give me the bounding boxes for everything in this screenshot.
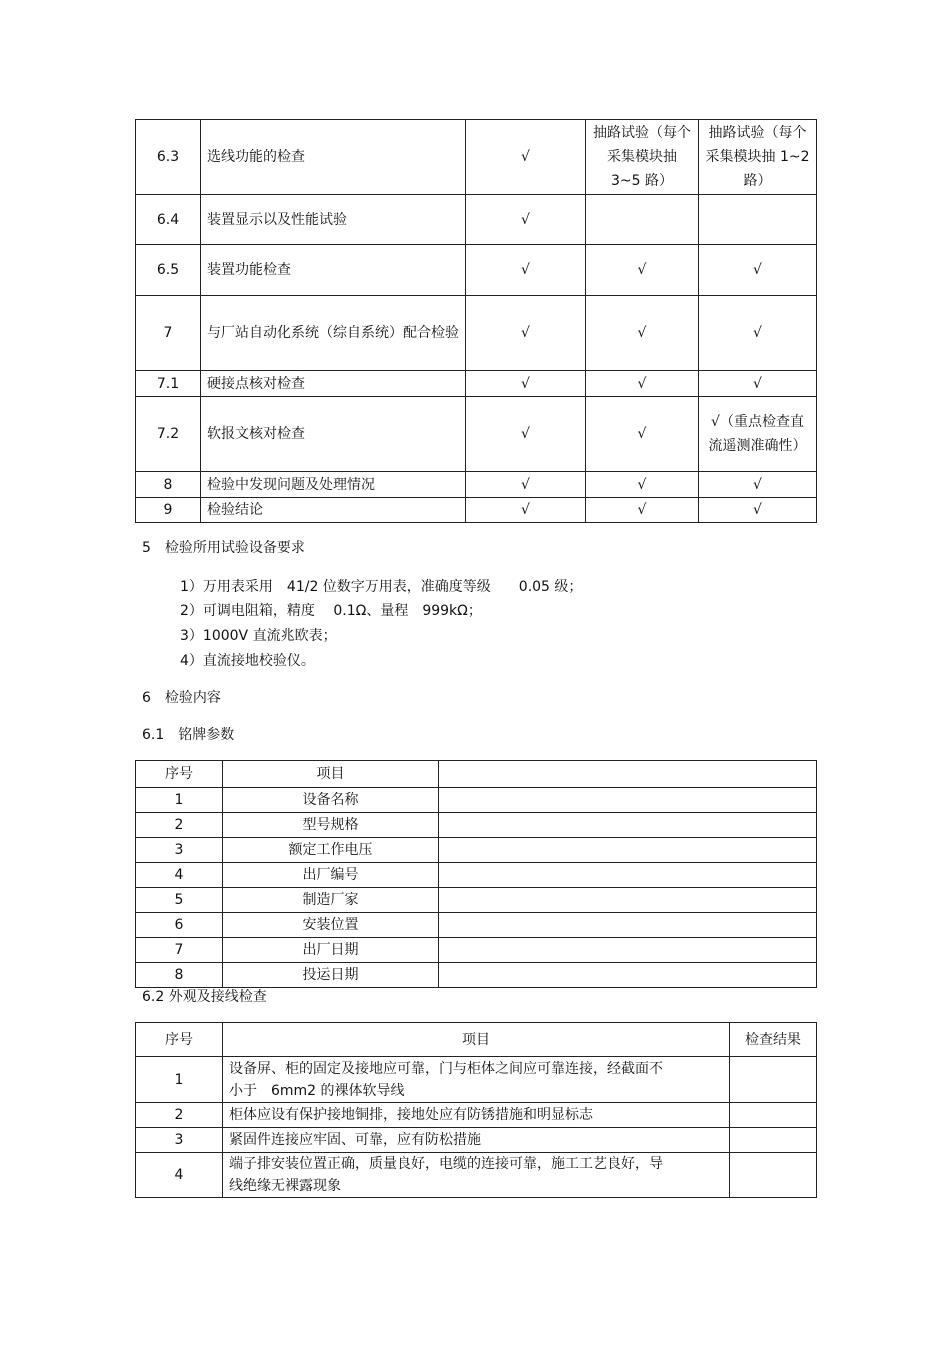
param-name: 投运日期	[223, 963, 439, 988]
column-header-no: 序号	[136, 1023, 223, 1057]
row-number: 4	[136, 1153, 223, 1198]
table-row	[136, 120, 817, 195]
row-number: 6.4	[136, 195, 201, 245]
row-number: 7.1	[136, 371, 201, 397]
check-item: 设备屏、柜的固定及接地应可靠，门与柜体之间应可靠连接，经截面不小于 6mm2 的裸体软导线	[223, 1057, 730, 1103]
table-row	[136, 913, 817, 938]
table-row	[136, 397, 817, 472]
row-number: 7	[136, 296, 201, 371]
check-mark: √	[466, 371, 586, 397]
check-mark: √	[466, 397, 586, 472]
row-number: 3	[136, 1128, 223, 1153]
param-name: 出厂日期	[223, 938, 439, 963]
check-mark: √	[466, 472, 586, 498]
row-number: 6.5	[136, 245, 201, 296]
check-mark: √	[586, 498, 699, 523]
param-value	[439, 813, 817, 838]
table-row	[136, 788, 817, 813]
row-number: 6	[136, 913, 223, 938]
table-header-row	[136, 761, 817, 788]
check-mark	[586, 195, 699, 245]
sampling-note: 抽路试验（每个采集模块抽 1~2 路）	[699, 120, 817, 195]
row-number: 8	[136, 963, 223, 988]
inspection-items-table	[135, 119, 817, 523]
table-row	[136, 813, 817, 838]
check-result	[730, 1153, 817, 1198]
check-mark: √	[466, 245, 586, 296]
equipment-item: 1）万用表采用 41/2 位数字万用表，准确度等级 0.05 级；	[180, 579, 583, 595]
row-number: 5	[136, 888, 223, 913]
section-5-heading: 5 检验所用试验设备要求	[142, 540, 305, 556]
check-mark: √	[699, 498, 817, 523]
param-value	[439, 913, 817, 938]
equipment-item: 3）1000V 直流兆欧表；	[180, 628, 337, 644]
check-mark	[699, 195, 817, 245]
check-mark: √	[586, 296, 699, 371]
param-value	[439, 938, 817, 963]
check-mark: √	[586, 472, 699, 498]
nameplate-table	[135, 760, 817, 988]
column-header-no: 序号	[136, 761, 223, 788]
row-number: 1	[136, 788, 223, 813]
check-result	[730, 1103, 817, 1128]
row-number: 1	[136, 1057, 223, 1103]
section-6-2-heading: 6.2 外观及接线检查	[142, 989, 267, 1005]
column-header-item: 项目	[223, 1023, 730, 1057]
row-number: 3	[136, 838, 223, 863]
check-item: 柜体应设有保护接地铜排，接地处应有防锈措施和明显标志	[223, 1103, 730, 1128]
row-number: 2	[136, 813, 223, 838]
table-row	[136, 938, 817, 963]
param-name: 制造厂家	[223, 888, 439, 913]
item-name: 硬接点核对检查	[201, 371, 466, 397]
check-mark: √	[466, 195, 586, 245]
item-name: 装置功能检查	[201, 245, 466, 296]
table-row	[136, 371, 817, 397]
check-mark: √	[586, 397, 699, 472]
item-name: 检验结论	[201, 498, 466, 523]
param-value	[439, 963, 817, 988]
table-row	[136, 863, 817, 888]
item-name: 选线功能的检查	[201, 120, 466, 195]
row-number: 4	[136, 863, 223, 888]
param-name: 额定工作电压	[223, 838, 439, 863]
table-row	[136, 1153, 817, 1198]
check-mark: √	[466, 120, 586, 195]
check-mark: √	[466, 296, 586, 371]
table-row	[136, 296, 817, 371]
table-row	[136, 888, 817, 913]
column-header-result: 检查结果	[730, 1023, 817, 1057]
table-row	[136, 1128, 817, 1153]
section-6-heading: 6 检验内容	[142, 690, 221, 706]
param-name: 安装位置	[223, 913, 439, 938]
row-number: 2	[136, 1103, 223, 1128]
table-row	[136, 838, 817, 863]
table-row	[136, 1103, 817, 1128]
item-name: 装置显示以及性能试验	[201, 195, 466, 245]
check-mark: √	[699, 472, 817, 498]
check-mark: √	[466, 498, 586, 523]
check-mark: √	[699, 371, 817, 397]
check-item: 紧固件连接应牢固、可靠，应有防松措施	[223, 1128, 730, 1153]
check-mark: √	[699, 296, 817, 371]
item-name: 软报文核对检查	[201, 397, 466, 472]
row-number: 6.3	[136, 120, 201, 195]
equipment-item: 2）可调电阻箱，精度 0.1Ω、量程 999kΩ；	[180, 603, 482, 619]
check-mark: √	[586, 245, 699, 296]
row-number: 8	[136, 472, 201, 498]
section-6-1-heading: 6.1 铭牌参数	[142, 727, 235, 743]
param-value	[439, 888, 817, 913]
row-number: 7	[136, 938, 223, 963]
table-row	[136, 472, 817, 498]
column-header-value	[439, 761, 817, 788]
item-name: 与厂站自动化系统（综自系统）配合检验	[201, 296, 466, 371]
table-row	[136, 1057, 817, 1103]
check-result	[730, 1128, 817, 1153]
row-number: 9	[136, 498, 201, 523]
table-header-row	[136, 1023, 817, 1057]
check-mark: √	[586, 371, 699, 397]
table-row	[136, 498, 817, 523]
table-row	[136, 245, 817, 296]
check-result	[730, 1057, 817, 1103]
param-name: 出厂编号	[223, 863, 439, 888]
equipment-item: 4）直流接地校验仪。	[180, 653, 315, 669]
param-name: 设备名称	[223, 788, 439, 813]
sampling-note: 抽路试验（每个采集模块抽 3~5 路）	[586, 120, 699, 195]
table-row	[136, 195, 817, 245]
check-mark-note: √（重点检查直流遥测准确性）	[699, 397, 817, 472]
row-number: 7.2	[136, 397, 201, 472]
param-value	[439, 863, 817, 888]
table-row	[136, 963, 817, 988]
item-name: 检验中发现问题及处理情况	[201, 472, 466, 498]
param-name: 型号规格	[223, 813, 439, 838]
param-value	[439, 788, 817, 813]
appearance-check-table	[135, 1022, 817, 1198]
check-mark: √	[699, 245, 817, 296]
check-item: 端子排安装位置正确，质量良好，电缆的连接可靠，施工工艺良好，导线绝缘无裸露现象	[223, 1153, 730, 1198]
column-header-item: 项目	[223, 761, 439, 788]
param-value	[439, 838, 817, 863]
